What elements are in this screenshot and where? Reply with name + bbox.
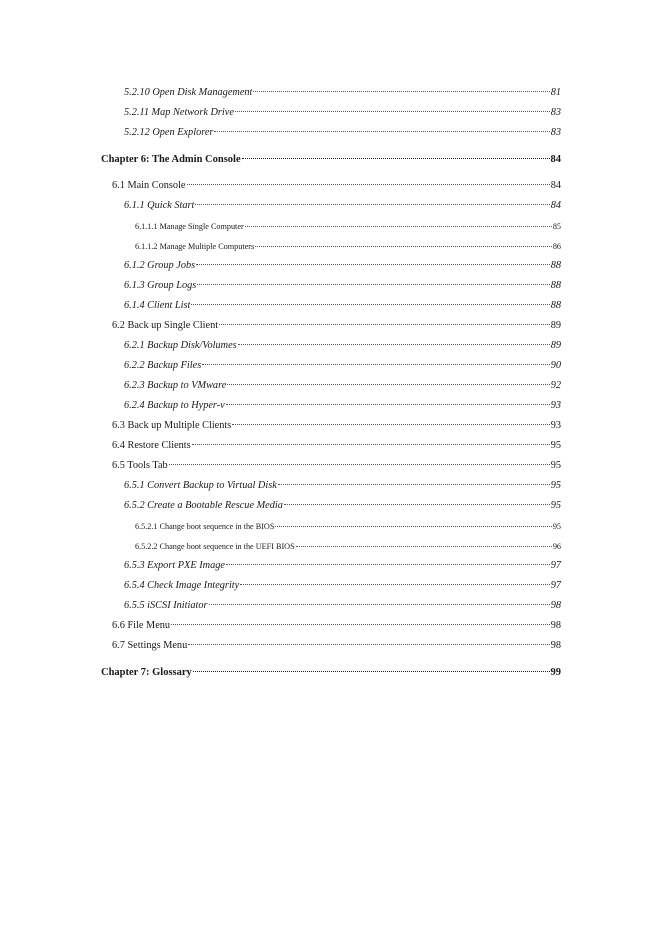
toc-dot-leader [193,671,550,672]
toc-entry-title: Chapter 7: Glossary [101,667,192,678]
toc-entry-title: 6.1.1 Quick Start [124,200,195,211]
toc-page-number: 93 [550,400,561,411]
toc-dot-leader [202,364,549,365]
toc-dot-leader [209,604,550,605]
toc-entry-title: 6.2.4 Backup to Hyper-v [124,400,225,411]
toc-entry[interactable] [124,480,561,491]
toc-entry-title: 6.2 Back up Single Client [112,320,219,331]
toc-page-number: 88 [550,300,561,311]
toc-page-number: 98 [550,620,561,631]
toc-dot-leader [278,484,550,485]
toc-entry[interactable] [124,560,561,571]
toc-dot-leader [197,284,549,285]
toc-entry-title: 6.2.1 Backup Disk/Volumes [124,340,237,351]
toc-page-number: 97 [550,560,561,571]
toc-page-number: 81 [550,87,561,98]
toc-entry[interactable] [112,180,561,191]
toc-entry-title: 6.5.2 Create a Bootable Rescue Media [124,500,283,511]
toc-entry-title: 6.3 Back up Multiple Clients [112,420,232,431]
toc-dot-leader [171,624,550,625]
toc-dot-leader [187,184,550,185]
toc-page-number: 86 [552,242,561,251]
toc-dot-leader [195,204,549,205]
toc-page-number: 95 [550,500,561,511]
toc-entry[interactable] [124,280,561,291]
toc-page-number: 95 [550,460,561,471]
toc-dot-leader [227,384,549,385]
toc-entry[interactable] [135,242,561,251]
toc-page-number: 95 [550,440,561,451]
toc-entry[interactable] [135,542,561,551]
toc-page-number: 98 [550,640,561,651]
toc-entry-title: 6.5.3 Export PXE Image [124,560,225,571]
toc-entry[interactable] [112,640,561,651]
toc-entry-title: 5.2.11 Map Network Drive [124,107,234,118]
toc-entry-title: 6.1.1.2 Manage Multiple Computers [135,242,255,251]
toc-dot-leader [214,131,549,132]
toc-dot-leader [240,584,549,585]
toc-dot-leader [255,246,552,247]
toc-page-number: 95 [550,480,561,491]
toc-dot-leader [188,644,549,645]
toc-page-number: 96 [552,542,561,551]
toc-entry[interactable] [112,440,561,451]
toc-entry-title: 6.6 File Menu [112,620,171,631]
toc-entry-title: 6.2.3 Backup to VMware [124,380,227,391]
toc-dot-leader [219,324,550,325]
toc-entry-title: 6.5.1 Convert Backup to Virtual Disk [124,480,277,491]
toc-dot-leader [284,504,550,505]
toc-entry[interactable] [135,222,561,231]
toc-entry-title: 6.5.5 iSCSI Initiator [124,600,208,611]
toc-entry[interactable] [124,580,561,591]
toc-entry-title: 6.1 Main Console [112,180,186,191]
toc-entry-title: 6.5.2.2 Change boot sequence in the UEFI BIOS [135,542,295,551]
toc-page-number: 84 [550,154,561,165]
toc-entry-title: 5.2.10 Open Disk Management [124,87,253,98]
toc-page-number: 98 [550,600,561,611]
toc-entry-title: 6.7 Settings Menu [112,640,188,651]
toc-dot-leader [238,344,550,345]
toc-dot-leader [245,226,552,227]
toc-dot-leader [296,546,552,547]
toc-entry[interactable] [124,500,561,511]
toc-entry[interactable] [124,400,561,411]
toc-page-number: 83 [550,107,561,118]
toc-entry-title: 6.5 Tools Tab [112,460,168,471]
toc-page-number: 92 [550,380,561,391]
toc-chapter-entry[interactable] [101,667,561,678]
toc-entry-title: 6.1.1.1 Manage Single Computer [135,222,244,231]
toc-dot-leader [192,444,550,445]
toc-page-number: 89 [550,340,561,351]
toc-dot-leader [242,158,550,159]
toc-dot-leader [196,264,550,265]
toc-entry-title: 6.2.2 Backup Files [124,360,202,371]
toc-dot-leader [169,464,550,465]
toc-entry[interactable] [124,200,561,211]
toc-page-number: 88 [550,280,561,291]
toc-page-number: 88 [550,260,561,271]
toc-dot-leader [253,91,549,92]
toc-dot-leader [235,111,550,112]
toc-entry[interactable] [124,380,561,391]
toc-entry[interactable] [124,260,561,271]
toc-page-number: 99 [550,667,561,678]
toc-entry-title: 5.2.12 Open Explorer [124,127,214,138]
toc-entry[interactable] [135,522,561,531]
toc-dot-leader [275,526,551,527]
toc-entry[interactable] [124,87,561,98]
toc-page-number: 90 [550,360,561,371]
toc-entry-title: 6.4 Restore Clients [112,440,191,451]
toc-page-number: 84 [550,200,561,211]
toc-entry[interactable] [124,107,561,118]
toc-entry-title: 6.5.2.1 Change boot sequence in the BIOS [135,522,275,531]
toc-entry[interactable] [124,600,561,611]
toc-chapter-entry[interactable] [101,154,561,165]
toc-dot-leader [226,564,550,565]
toc-entry[interactable] [112,320,561,331]
toc-entry-title: Chapter 6: The Admin Console [101,154,241,165]
toc-entry[interactable] [124,300,561,311]
toc-dot-leader [232,424,549,425]
toc-page-number: 89 [550,320,561,331]
toc-page-number: 93 [550,420,561,431]
toc-dot-leader [226,404,550,405]
toc-page-number: 97 [550,580,561,591]
toc-page-number: 95 [552,522,561,531]
toc-page-number: 85 [552,222,561,231]
toc-entry[interactable] [124,127,561,138]
toc-entry[interactable] [112,420,561,431]
toc-entry-title: 6.1.4 Client List [124,300,191,311]
toc-entry[interactable] [112,620,561,631]
toc-entry-title: 6.1.3 Group Logs [124,280,197,291]
toc-entry[interactable] [112,460,561,471]
toc-entry[interactable] [124,340,561,351]
toc-entry[interactable] [124,360,561,371]
toc-page-number: 84 [550,180,561,191]
toc-dot-leader [191,304,549,305]
toc-entry-title: 6.5.4 Check Image Integrity [124,580,240,591]
toc-entry-title: 6.1.2 Group Jobs [124,260,196,271]
toc-page-number: 83 [550,127,561,138]
